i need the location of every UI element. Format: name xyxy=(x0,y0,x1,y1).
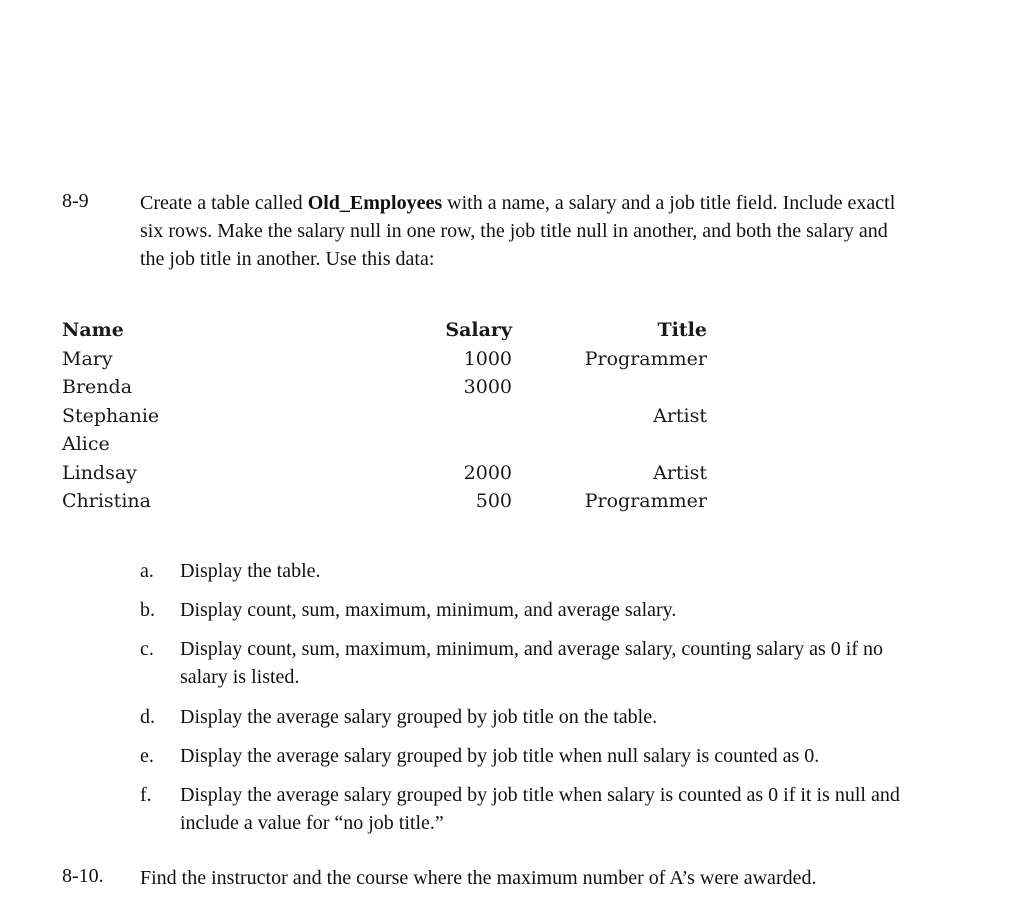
row-name: Stephanie xyxy=(62,404,160,427)
subitem-line: include a value for “no job title.” xyxy=(180,812,444,834)
problem-8-9-text xyxy=(140,189,1024,273)
problem-8-9-line-1-post: with a name, a salary and a job title field. Include exactl xyxy=(442,192,896,214)
problem-8-9-line-2: six rows. Make the salary null in one row, the job title null in another, and both the salary and xyxy=(140,220,888,242)
problem-8-9-line-3: the job title in another. Use this data: xyxy=(140,248,435,270)
problem-8-9-line-1 xyxy=(140,189,1024,217)
header-name: Name xyxy=(62,319,124,341)
row-salary: 3000 xyxy=(463,376,512,398)
table-name-bold: Old_Employees xyxy=(307,192,443,214)
subitem-text xyxy=(180,781,1024,837)
row-title: Programmer xyxy=(584,347,707,370)
table-row xyxy=(62,345,707,374)
row-name: Mary xyxy=(62,347,113,370)
subitem-text xyxy=(180,596,1024,624)
header-title: Title xyxy=(657,319,707,341)
problem-8-10-text: Find the instructor and the course where the maximum number of A’s were awarded. xyxy=(140,867,817,889)
problem-8-9-number: 8-9 xyxy=(62,190,89,212)
subitem-text xyxy=(180,557,1024,585)
subitem-line: Display the average salary grouped by job title when salary is counted as 0 if it is null and xyxy=(180,784,900,806)
subitem-line: Display the average salary grouped by job title when null salary is counted as 0. xyxy=(180,745,820,767)
subitem-line: Display the table. xyxy=(180,560,321,582)
subitem-letter: b. xyxy=(140,599,155,621)
subitem-text xyxy=(180,635,1024,691)
employee-data-table xyxy=(62,316,707,516)
header-salary: Salary xyxy=(445,319,512,341)
row-salary: 2000 xyxy=(463,461,512,484)
subitem-line: salary is listed. xyxy=(180,666,300,688)
row-salary: 500 xyxy=(475,490,512,512)
subitem-text xyxy=(180,742,1024,770)
table-row xyxy=(62,402,707,431)
subitem-text xyxy=(180,703,1024,731)
subitem-letter: a. xyxy=(140,560,154,582)
table-row xyxy=(62,487,707,516)
row-name: Christina xyxy=(62,490,151,512)
subitem-letter: c. xyxy=(140,638,154,660)
subitem-line: Display the average salary grouped by job title on the table. xyxy=(180,706,658,728)
subitem-line: Display count, sum, maximum, minimum, and average salary, counting salary as 0 if no xyxy=(180,638,883,660)
row-title: Programmer xyxy=(584,490,707,512)
subitem-letter: d. xyxy=(140,706,155,728)
subitem-line: Display count, sum, maximum, minimum, and average salary. xyxy=(180,599,677,621)
table-row xyxy=(62,459,707,488)
row-salary: 1000 xyxy=(463,347,512,370)
problem-8-10-number: 8-10. xyxy=(62,865,104,887)
subitem-letter: f. xyxy=(140,784,152,806)
table-row xyxy=(62,373,512,402)
row-title: Artist xyxy=(653,461,707,484)
table-header-row xyxy=(62,316,707,345)
subitem-letter: e. xyxy=(140,745,154,767)
row-name: Alice xyxy=(62,433,110,455)
row-name: Brenda xyxy=(62,376,133,398)
row-title: Artist xyxy=(653,404,707,427)
problem-8-9-line-1-pre: Create a table called xyxy=(140,192,308,214)
row-name: Lindsay xyxy=(62,461,137,484)
table-row xyxy=(62,430,262,459)
